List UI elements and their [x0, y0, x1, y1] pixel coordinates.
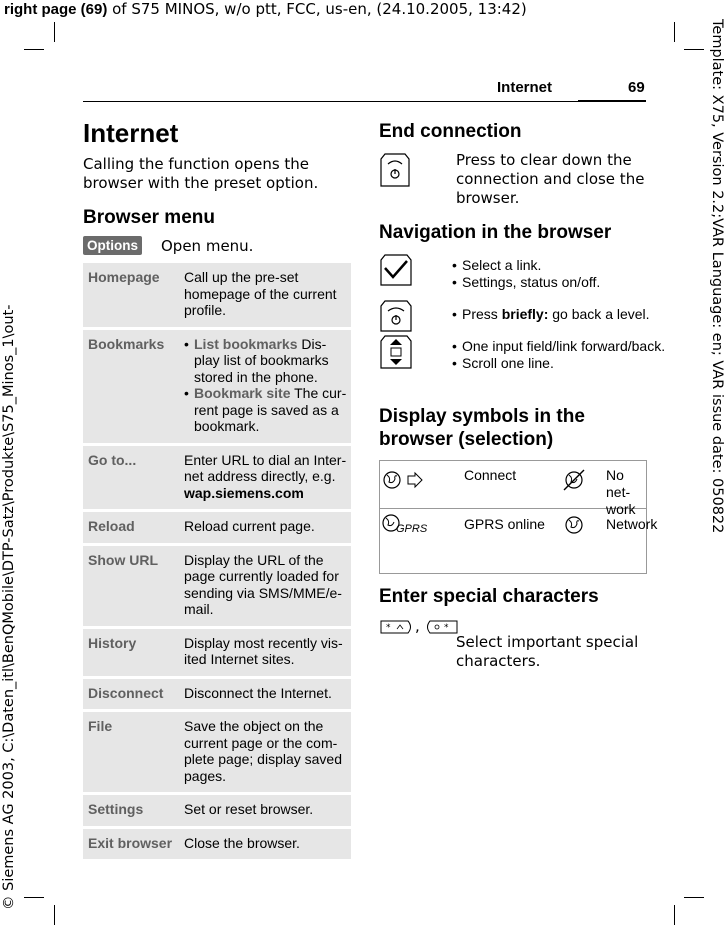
select-key-icon — [380, 254, 412, 290]
crop-mark — [684, 49, 704, 50]
end-connection-text: Press to clear down the connection and close the browser. — [456, 151, 645, 207]
table-row — [83, 544, 351, 627]
menu-value: Display the URL of the page currently loaded for sending via SMS/MME/e-mail. — [180, 544, 351, 627]
display-symbols-heading: Display symbols in the browser (selection) — [379, 406, 585, 450]
crop-mark — [54, 905, 55, 925]
menu-key: Disconnect — [83, 677, 180, 711]
running-title: Internet — [497, 79, 553, 96]
menu-key: Bookmarks — [83, 328, 180, 444]
menu-key: Reload — [83, 511, 180, 545]
table-row — [83, 627, 351, 677]
connect-icon — [382, 470, 428, 494]
crop-mark — [24, 49, 44, 50]
menu-value — [180, 444, 351, 511]
nav-end-post: go back a level. — [548, 306, 650, 322]
list-item: • One input field/link forward/back. — [452, 338, 665, 355]
options-text: Open menu. — [161, 237, 254, 255]
menu-value — [180, 328, 351, 444]
list-item: • Select a link. — [452, 257, 600, 274]
menu-value: Close the browser. — [180, 827, 351, 861]
network-icon — [563, 514, 585, 540]
list-item: • Settings, status on/off. — [452, 274, 600, 291]
nav-end-bold: briefly: — [501, 306, 549, 322]
table-row — [83, 827, 351, 861]
svg-text:*: * — [444, 623, 449, 633]
page-number-rule — [578, 100, 646, 102]
goto-url: wap.siemens.com — [184, 484, 304, 501]
bookmark-site-text: The cur-rent page is saved as a bookmark. — [194, 385, 347, 434]
menu-key: Exit browser — [83, 827, 180, 861]
options-softkey — [83, 235, 142, 255]
list-item — [184, 385, 347, 435]
crop-mark — [674, 905, 675, 925]
star-key-icon — [380, 619, 414, 638]
gprs-icon-text: GPRS — [396, 523, 428, 535]
list-item — [184, 336, 347, 386]
gprs-online-label: GPRS online — [464, 516, 545, 532]
bookmark-site-label: Bookmark site — [194, 385, 291, 401]
navigation-heading: Navigation in the browser — [379, 222, 612, 243]
table-row — [83, 444, 351, 511]
crop-mark — [24, 897, 44, 898]
end-key-icon — [380, 152, 410, 192]
page-label: right page (69) — [4, 1, 108, 18]
nav-end-list — [452, 306, 650, 323]
copyright-margin-text: © Siemens AG 2003, C:\Daten_itl\BenQMobile\DTP-Satz\Produkte\S75_Minos_1\out- — [1, 304, 17, 910]
gprs-online-icon — [381, 512, 428, 542]
table-row — [83, 794, 351, 828]
menu-value: Set or reset browser. — [180, 794, 351, 828]
menu-key: Homepage — [83, 263, 180, 328]
connect-label: Connect — [464, 467, 517, 483]
menu-key: Show URL — [83, 544, 180, 627]
bookmark-list-label: List bookmarks — [194, 335, 298, 352]
no-network-icon — [562, 468, 586, 496]
menu-value: Display most recently vis-ited Internet sites. — [180, 627, 351, 677]
table-row — [83, 328, 351, 444]
crop-mark — [684, 897, 704, 898]
crop-mark — [54, 22, 55, 42]
print-header — [4, 0, 527, 18]
menu-key: History — [83, 627, 180, 677]
menu-value: Call up the pre-set homepage of the current profile. — [180, 263, 351, 328]
menu-key: File — [83, 711, 180, 794]
page-title: Internet — [83, 118, 179, 148]
table-row — [83, 711, 351, 794]
page-info: of S75 MINOS, w/o ptt, FCC, us-en, (24.10.2005, 13:42) — [107, 0, 527, 18]
page-number: 69 — [628, 79, 645, 96]
table-row — [83, 677, 351, 711]
special-characters-text: Select important special characters. — [456, 633, 639, 670]
no-network-label: No net-work — [606, 467, 636, 517]
intro-text: Calling the function opens the browser with the preset option. — [83, 155, 319, 192]
bookmark-list-text: Dis-play list of bookmarks stored in the phone. — [194, 335, 329, 385]
end-key-icon — [380, 300, 412, 336]
crop-mark — [674, 22, 675, 42]
goto-text: Enter URL to dial an Inter-net address directly, e.g. — [184, 451, 347, 484]
menu-key: Go to... — [83, 444, 180, 511]
menu-value: Reload current page. — [180, 511, 351, 545]
end-connection-heading: End connection — [379, 121, 522, 142]
browser-menu-table — [83, 263, 351, 862]
nav-end-pre: Press — [462, 306, 502, 322]
network-label: Network — [606, 516, 658, 532]
list-item: • Scroll one line. — [452, 355, 665, 372]
hash-key-icon — [424, 619, 458, 638]
svg-text:*: * — [386, 623, 391, 633]
menu-value: Save the object on the current page or the com-plete page; display saved pages. — [180, 711, 351, 794]
table-row — [83, 263, 351, 328]
special-characters-heading: Enter special characters — [379, 586, 599, 607]
list-item — [452, 306, 650, 323]
template-margin-text: Template: X75, Version 2.2;VAR Language: en; VAR issue date: 050822 — [709, 19, 725, 534]
scroll-key-icon — [380, 335, 412, 373]
browser-menu-heading: Browser menu — [83, 207, 215, 228]
key-separator: , — [415, 617, 420, 635]
table-row — [83, 511, 351, 545]
header-rule — [83, 101, 646, 102]
nav-scroll-list — [452, 338, 665, 372]
menu-key: Settings — [83, 794, 180, 828]
options-softkey-label: Options — [83, 236, 142, 255]
nav-select-list — [452, 257, 600, 291]
menu-value: Disconnect the Internet. — [180, 677, 351, 711]
